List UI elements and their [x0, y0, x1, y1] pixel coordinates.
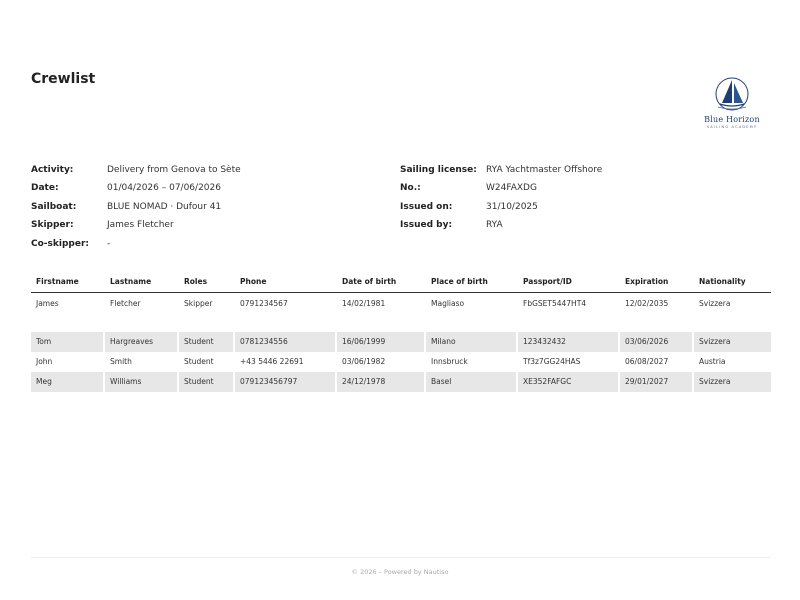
detail-label: No.: [400, 183, 421, 193]
table-cell: 0781234556 [235, 332, 335, 352]
table-cell: Magliaso [431, 299, 465, 308]
detail-value: - [107, 239, 111, 249]
table-cell: Student [179, 332, 233, 352]
detail-value: Delivery from Genova to Sète [107, 165, 241, 175]
column-header: Place of birth [431, 277, 488, 286]
logo-title: Blue Horizon [704, 115, 760, 124]
table-cell: FbGSET5447HT4 [523, 299, 587, 308]
column-header: Lastname [110, 277, 152, 286]
table-header [31, 274, 771, 293]
academy-logo [693, 71, 771, 137]
table-row [31, 372, 771, 392]
table-cell: Meg [31, 372, 103, 392]
table-cell: 24/12/1978 [337, 372, 424, 392]
table-cell: 12/02/2035 [625, 299, 669, 308]
table-cell: Student [179, 372, 233, 392]
table-cell: Tom [31, 332, 103, 352]
table-cell: 0791234567 [240, 299, 288, 308]
table-cell: James [36, 299, 59, 308]
detail-label: Co-skipper: [31, 239, 89, 249]
table-row [31, 352, 771, 372]
table-cell: Skipper [184, 299, 213, 308]
sailboat-logo-icon [693, 71, 771, 117]
detail-label: Activity: [31, 165, 74, 175]
detail-value: RYA [486, 220, 503, 230]
license-details [400, 165, 770, 235]
detail-label: Issued on: [400, 202, 453, 212]
table-cell: 14/02/1981 [342, 299, 386, 308]
detail-value: RYA Yachtmaster Offshore [486, 165, 603, 175]
table-cell: Student [184, 357, 214, 366]
logo-tagline: SAILING ACADEMY [706, 125, 758, 129]
table-cell: 16/06/1999 [337, 332, 424, 352]
detail-value: James Fletcher [107, 220, 174, 230]
footer: © 2026 – Powered by Nautiso [351, 568, 449, 576]
column-header: Firstname [36, 277, 79, 286]
column-header: Nationality [699, 277, 746, 286]
table-cell: Smith [110, 357, 132, 366]
detail-label: Skipper: [31, 220, 74, 230]
table-cell: 06/08/2027 [625, 357, 669, 366]
table-cell: Innsbruck [431, 357, 468, 366]
table-row [31, 332, 771, 352]
detail-label: Date: [31, 183, 59, 193]
table-cell: +43 5446 22691 [240, 357, 304, 366]
column-header: Date of birth [342, 277, 397, 286]
table-cell: Fletcher [110, 299, 141, 308]
table-cell: Hargreaves [105, 332, 177, 352]
column-header: Passport/ID [523, 277, 572, 286]
table-cell: Svizzera [699, 299, 731, 308]
table-cell: 29/01/2027 [620, 372, 692, 392]
table-cell: 079123456797 [235, 372, 335, 392]
table-row [31, 294, 771, 314]
table-cell: 123432432 [518, 332, 618, 352]
column-header: Phone [240, 277, 267, 286]
table-cell: Williams [105, 372, 177, 392]
table-cell: Austria [699, 357, 726, 366]
detail-value: BLUE NOMAD · Dufour 41 [107, 202, 222, 212]
footer-divider [31, 557, 771, 558]
detail-value: W24FAXDG [486, 183, 537, 193]
table-cell: Tf3z7GG24HAS [523, 357, 581, 366]
table-cell: XE352FAFGC [518, 372, 618, 392]
table-cell: 03/06/2026 [620, 332, 692, 352]
column-header: Expiration [625, 277, 669, 286]
activity-details [31, 165, 391, 255]
page-title: Crewlist [31, 71, 96, 87]
table-cell: Milano [426, 332, 516, 352]
table-cell: John [36, 357, 53, 366]
detail-label: Sailboat: [31, 202, 77, 212]
column-header: Roles [184, 277, 208, 286]
detail-value: 31/10/2025 [486, 202, 538, 212]
table-cell: Basel [426, 372, 516, 392]
detail-value: 01/04/2026 – 07/06/2026 [107, 183, 221, 193]
table-cell: Svizzera [694, 372, 771, 392]
detail-label: Sailing license: [400, 165, 477, 175]
detail-label: Issued by: [400, 220, 453, 230]
table-cell: 03/06/1982 [342, 357, 386, 366]
table-cell: Svizzera [694, 332, 771, 352]
